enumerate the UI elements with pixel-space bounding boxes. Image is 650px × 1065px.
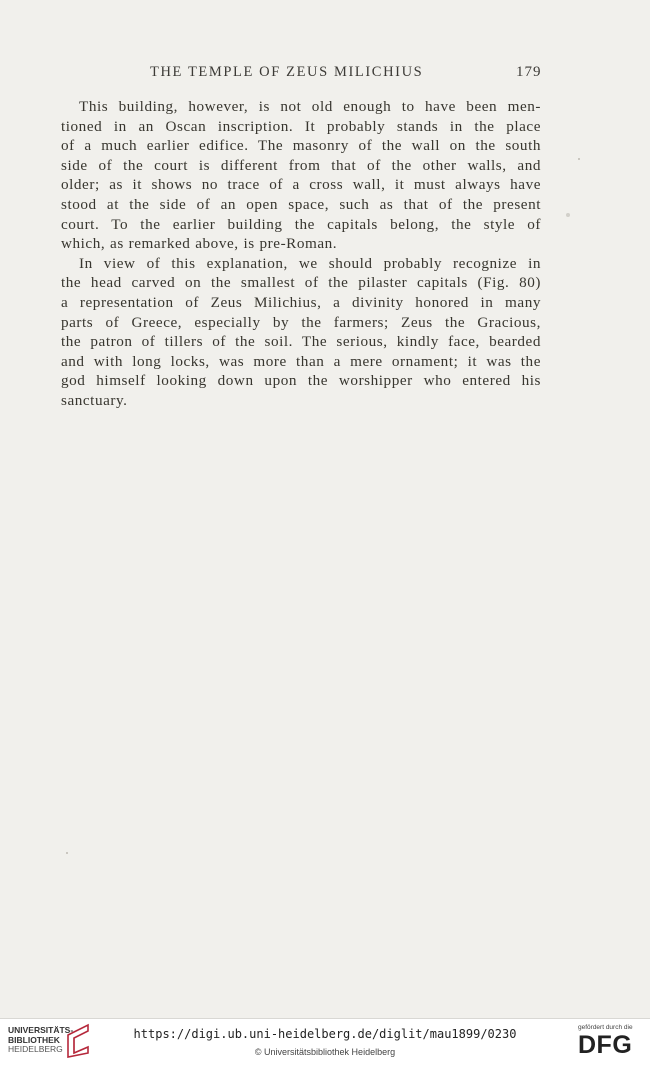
digitization-footer <box>0 1018 650 1065</box>
library-name-line: BIBLIOTHEK <box>8 1034 60 1045</box>
page-number: 179 <box>516 64 542 80</box>
text-line: In view of this explanation, we should probably recognize in <box>79 254 541 272</box>
text-line: tioned in an Oscan inscription. It probably stands in the place <box>61 117 541 135</box>
text-line: side of the court is different from that of the other walls, and <box>61 156 541 174</box>
funding-note: gefördert durch die <box>578 1024 633 1031</box>
page-header <box>0 64 650 86</box>
paper-speck <box>578 158 580 160</box>
text-line: which, as remarked above, is pre-Roman. <box>61 235 338 253</box>
text-line: of a much earlier edifice. The masonry of the wall on the south <box>61 137 541 155</box>
text-line: older; as it shows no trace of a cross wall, it must always have <box>61 176 541 194</box>
text-line: the head carved on the smallest of the pilaster capitals (Fig. 80) <box>61 274 541 292</box>
paragraph-2 <box>61 254 541 411</box>
text-line: god himself looking down upon the worshipper who entered his <box>61 372 541 390</box>
paper-speck <box>566 213 570 217</box>
copyright-notice: © Universitätsbibliothek Heidelberg <box>254 1047 396 1057</box>
paper-speck <box>66 852 68 854</box>
library-name-line: HEIDELBERG <box>8 1044 63 1054</box>
library-name-line: UNIVERSITÄTS- <box>8 1025 74 1035</box>
text-line: the patron of tillers of the soil. The serious, kindly face, bearded <box>61 333 541 351</box>
text-line: and with long locks, was more than a mere ornament; it was the <box>61 352 541 370</box>
text-line: sanctuary. <box>61 391 128 409</box>
text-line: a representation of Zeus Milichius, a divinity honored in many <box>61 293 541 311</box>
dfg-logo: DFG <box>578 1031 633 1059</box>
text-line: court. To the earlier building the capitals belong, the style of <box>61 215 541 233</box>
body-text <box>61 97 541 411</box>
running-title: THE TEMPLE OF ZEUS MILICHIUS <box>150 64 424 80</box>
text-line: This building, however, is not old enough to have been men- <box>79 98 541 115</box>
paragraph-1 <box>61 97 541 254</box>
text-line: stood at the side of an open space, such as that of the present <box>61 195 541 213</box>
permalink-url[interactable]: https://digi.ub.uni-heidelberg.de/diglit/mau1899/0230 <box>133 1027 517 1041</box>
text-line: parts of Greece, especially by the farmers; Zeus the Gracious, <box>61 313 541 331</box>
